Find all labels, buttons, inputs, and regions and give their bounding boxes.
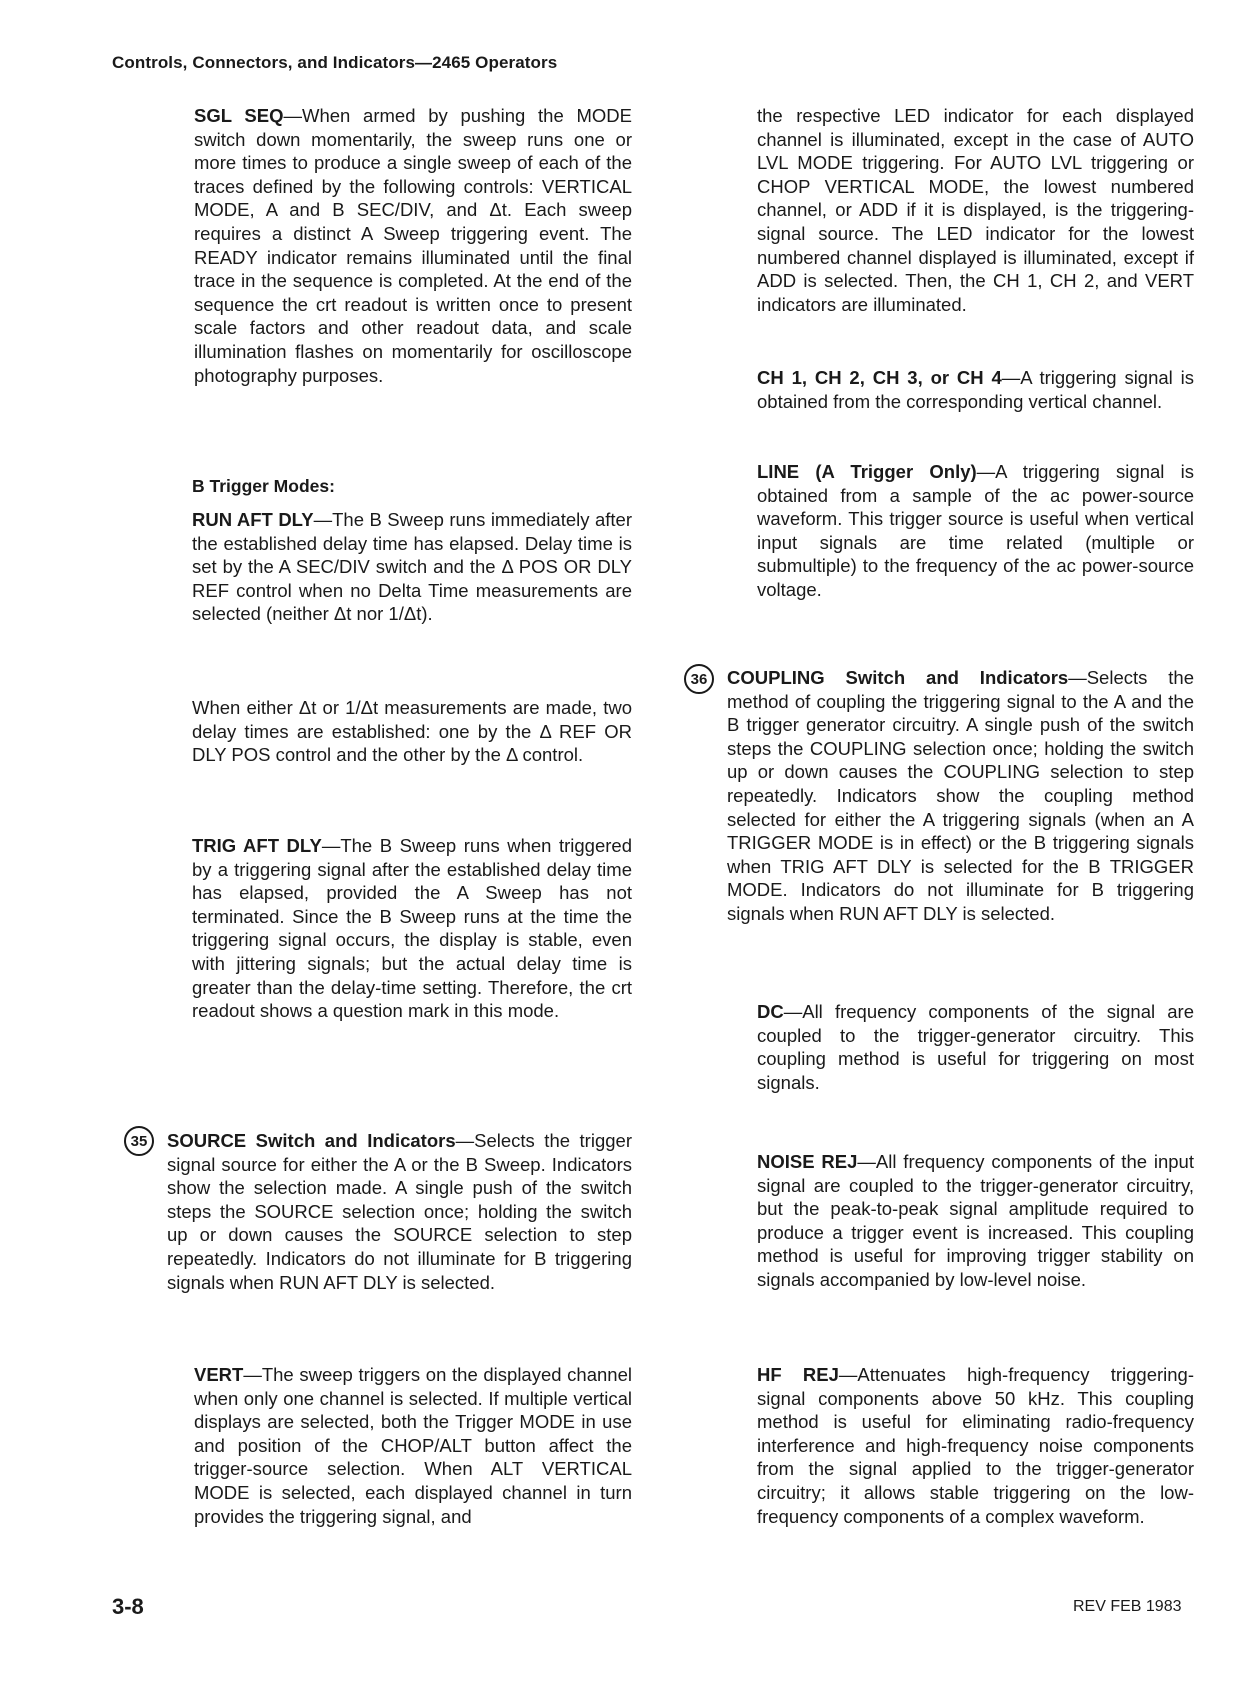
ch-source-term: CH 1, CH 2, CH 3, or CH 4 xyxy=(757,367,1002,388)
page-header: Controls, Connectors, and Indicators—2465 Operators xyxy=(112,53,558,72)
line-source-term: LINE (A Trigger Only) xyxy=(757,461,977,482)
coupling-text: —Selects the method of coupling the triggering signal to the A and the B trigger generator circuitry. A single push of the switch steps the COUPLING selection once; holding the switch up or down causes the COUPLING selection to step repeatedly. Indicators show the coupling method selected for either the A triggering signals (when an A TRIGGER MODE is in effect) or the B triggering signals when TRIG AFT DLY is selected for the B TRIGGER MODE. Indicators do not illuminate for B triggering signals when RUN AFT DLY is selected. xyxy=(727,667,1194,924)
run-aft-dly-entry xyxy=(192,508,632,626)
vert-text: —The sweep triggers on the displayed channel when only one channel is selected. If multiple vertical displays are selected, both the Trigger MODE in use and position of the CHOP/ALT button affect the trigger-source selection. When ALT VERTICAL MODE is selected, each displayed channel in turn provides the triggering signal, and xyxy=(194,1364,632,1527)
noise-rej-text: —All frequency components of the input signal are coupled to the trigger-generator circuitry, but the peak-to-peak signal amplitude required to produce a trigger event is increased. This coupling method is useful for improving trigger stability on signals accompanied by low-level noise. xyxy=(757,1151,1194,1290)
run-aft-dly-term: RUN AFT DLY xyxy=(192,509,314,530)
b-trigger-modes-heading-block xyxy=(192,476,632,497)
vert-continued-text: the respective LED indicator for each displayed channel is illuminated, except in the case of AUTO LVL MODE triggering. For AUTO LVL triggering or CHOP VERTICAL MODE, the lowest numbered channel, or ADD if it is displayed, is the triggering-signal source. The LED indicator for the lowest numbered channel displayed is illuminated, except if ADD is selected. Then, the CH 1, CH 2, and VERT indicators are illuminated. xyxy=(757,105,1194,315)
ch-source-text: —A triggering signal is obtained from the corresponding vertical channel. xyxy=(757,367,1195,412)
dc-term: DC xyxy=(757,1001,784,1022)
page-number: 3-8 xyxy=(112,1594,144,1619)
coupling-term: COUPLING Switch and Indicators xyxy=(727,667,1069,688)
source-text: —Selects the trigger signal source for either the A or the B Sweep. Indicators show the selection made. A single push of the switch steps the SOURCE selection once; holding the switch up or down causes the SOURCE selection to step repeatedly. Indicators do not illuminate for B triggering signals when RUN AFT DLY is selected. xyxy=(167,1130,632,1293)
sgl-seq-text: —When armed by pushing the MODE switch down momentarily, the sweep runs one or more times to produce a single sweep of each of the traces defined by the following controls: VERTICAL MODE, A and B SEC/DIV, and Δt. Each sweep requires a distinct A Sweep triggering event. The READY indicator remains illuminated until the final trace in the sequence is completed. At the end of the sequence the crt readout is written once to present scale factors and other readout data, and scale illumination flashes on momentarily for oscilloscope photography purposes. xyxy=(194,105,632,386)
run-aft-dly-text: —The B Sweep runs immediately after the established delay time has elapsed. Delay time is set by the A SEC/DIV switch and the Δ POS OR DLY REF control when no Delta Time measurements are selected (neither Δt nor 1/Δt). xyxy=(192,509,633,625)
vert-continued-paragraph xyxy=(757,104,1194,316)
ch-source-entry xyxy=(757,366,1194,413)
source-entry xyxy=(167,1129,632,1294)
trig-aft-dly-entry xyxy=(192,834,632,1023)
hf-rej-text: —Attenuates high-frequency triggering-signal components above 50 kHz. This coupling method is useful for eliminating radio-frequency interference and high-frequency noise components from the signal applied to the trigger-generator circuitry; it allows stable triggering on the low-frequency components of a complex waveform. xyxy=(757,1364,1194,1527)
b-trigger-modes-heading: B Trigger Modes: xyxy=(192,476,335,496)
sgl-seq-entry xyxy=(194,104,632,387)
vert-entry xyxy=(194,1363,632,1528)
revision-date: REV FEB 1983 xyxy=(1073,1598,1182,1615)
source-term: SOURCE Switch and Indicators xyxy=(167,1130,456,1151)
vert-term: VERT xyxy=(194,1364,244,1385)
dc-text: —All frequency components of the signal are coupled to the trigger-generator circuitry. This coupling method is useful for triggering on most signals. xyxy=(757,1001,1194,1093)
callout-36-badge: 36 xyxy=(684,664,714,694)
coupling-entry xyxy=(727,666,1194,926)
sgl-seq-term: SGL SEQ xyxy=(194,105,284,126)
delta-measurements-text: When either Δt or 1/Δt measurements are made, two delay times are established: one by the Δ REF OR DLY POS control and the other by the Δ control. xyxy=(192,697,632,766)
line-source-text: —A triggering signal is obtained from a sample of the ac power-source waveform. This trigger source is useful when vertical input signals are time related (multiple or submultiple) to the frequency of the ac power-source voltage. xyxy=(757,461,1194,600)
trig-aft-dly-term: TRIG AFT DLY xyxy=(192,835,322,856)
hf-rej-term: HF REJ xyxy=(757,1364,839,1385)
noise-rej-entry xyxy=(757,1150,1194,1292)
callout-35-badge: 35 xyxy=(124,1126,154,1156)
delta-measurements-paragraph xyxy=(192,696,632,767)
trig-aft-dly-text: —The B Sweep runs when triggered by a triggering signal after the established delay time has elapsed, provided the A Sweep has not terminated. Since the B Sweep runs at the time the triggering signal occurs, the display is stable, even with jittering signals; but the actual delay time is greater than the delay-time setting. Therefore, the crt readout shows a question mark in this mode. xyxy=(192,835,632,1022)
hf-rej-entry xyxy=(757,1363,1194,1528)
noise-rej-term: NOISE REJ xyxy=(757,1151,858,1172)
line-source-entry xyxy=(757,460,1194,602)
dc-entry xyxy=(757,1000,1194,1094)
